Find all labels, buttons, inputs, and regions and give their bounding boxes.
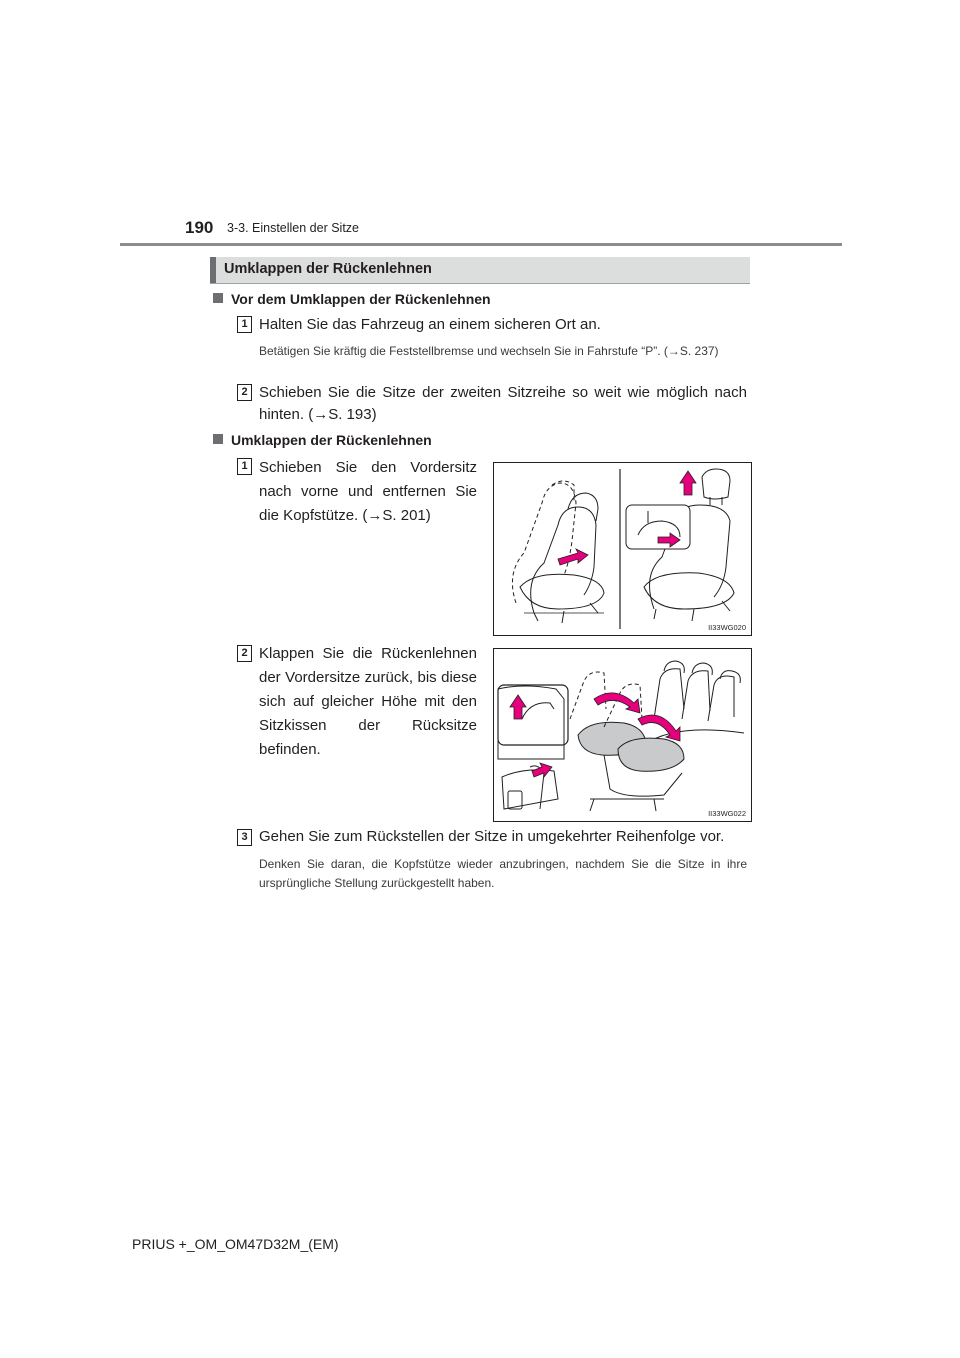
figure-code: II33WG020 [708, 623, 746, 632]
step-number-badge: 2 [237, 645, 252, 662]
block-heading-title: Umklappen der Rückenlehnen [224, 261, 432, 277]
section-title: 3-3. Einstellen der Sitze [227, 221, 360, 235]
sub-heading-text: Umklappen der Rückenlehnen [231, 432, 432, 448]
square-bullet-icon [213, 293, 223, 303]
step-text: Schieben Sie den Vordersitz nach vorne und entfernen Sie die Kopfstütze. (→S. 201) [259, 459, 477, 524]
sub-heading-folding [213, 432, 432, 448]
figure-fold-front-backrests [493, 648, 752, 822]
step-note: Betätigen Sie kräftig die Feststellbremse und wechseln Sie in Fahrstufe “P”. (→S. 237) [259, 344, 719, 358]
footer-document-code: PRIUS +_OM_OM47D32M_(EM) [132, 1236, 339, 1252]
sub-heading-text: Vor dem Umklappen der Rückenlehnen [231, 291, 491, 307]
fold-illustration [494, 649, 751, 821]
step-text: Gehen Sie zum Rückstellen der Sitze in umgekehrter Reihenfolge vor. [259, 828, 725, 845]
page-number: 190 [185, 218, 214, 237]
figure-code: II33WG022 [708, 809, 746, 818]
figure-front-seat-headrest [493, 462, 752, 636]
step-number-badge: 3 [237, 829, 252, 846]
step-text: Schieben Sie die Sitze der zweiten Sitzreihe so weit wie möglich nach hinten. (→S. 193) [259, 384, 747, 423]
square-bullet-icon [213, 434, 223, 444]
step-text: Klappen Sie die Rückenlehnen der Vordersitze zurück, bis diese sich auf gleicher Höhe mit den Sitzkissen der Rücksitze befinden. [259, 645, 477, 758]
step-note: Denken Sie daran, die Kopfstütze wieder anzubringen, nachdem Sie die Sitze in ihre ursprüngliche Stellung zurückgestellt haben. [259, 857, 747, 890]
seat-illustration [494, 463, 751, 635]
step-number-badge: 1 [237, 458, 252, 475]
heading-bar [210, 257, 216, 283]
block-heading [210, 257, 750, 284]
step-number-badge: 1 [237, 316, 252, 333]
sub-heading-before-folding [213, 291, 491, 307]
step-number-badge: 2 [237, 384, 252, 401]
step-text: Halten Sie das Fahrzeug an einem sicheren Ort an. [259, 316, 601, 333]
header-rule [120, 243, 842, 246]
